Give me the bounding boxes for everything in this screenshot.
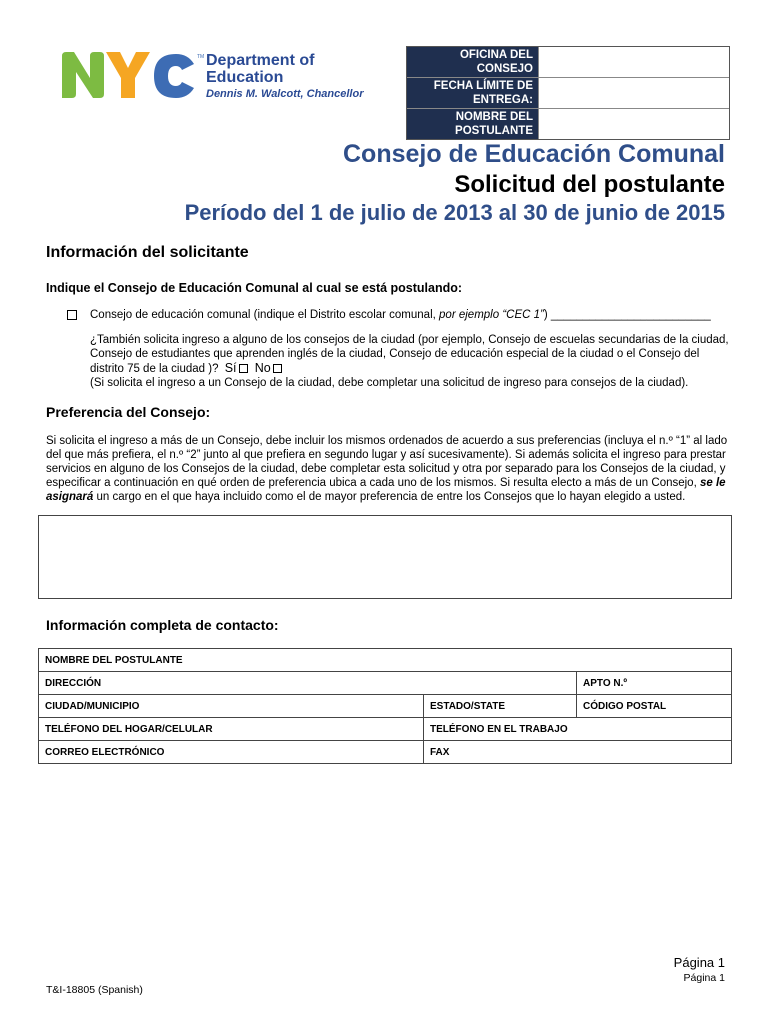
office-label: FECHA LÍMITE DE ENTREGA: — [407, 78, 538, 108]
cec-checkbox[interactable] — [67, 310, 77, 320]
office-row-deadline — [407, 78, 729, 109]
apt-cell[interactable]: APTO N.º — [577, 672, 732, 695]
cec-option-blank: ) _________________________ — [543, 309, 711, 321]
preference-input-box[interactable] — [38, 515, 732, 599]
preference-emphasis-1: se le — [699, 477, 726, 489]
page-number-large: Página 1 — [673, 955, 725, 970]
fax-cell[interactable]: FAX — [424, 741, 732, 764]
period-heading: Período del 1 de julio de 2013 al 30 de junio de 2015 — [184, 200, 725, 225]
logo-letter-n — [62, 52, 104, 98]
logo-chancellor: Dennis M. Walcott, Chancellor — [206, 88, 364, 100]
preference-text-line2: del que más prefiera, el n.º “2” junto al que prefiera en segundo lugar y así sucesivamente). Si además solicita el ingreso para prestar — [46, 449, 726, 461]
cec-option-example: por ejemplo “CEC 1” — [439, 309, 544, 321]
page-subtitle: Solicitud del postulante — [454, 171, 725, 198]
contact-table — [38, 648, 732, 764]
work-phone-cell[interactable]: TELÉFONO EN EL TRABAJO — [424, 718, 732, 741]
applicant-info-heading: Información del solicitante — [46, 244, 249, 261]
home-phone-cell[interactable]: TELÉFONO DEL HOGAR/CELULAR — [39, 718, 424, 741]
office-label: NOMBRE DEL POSTULANTE — [407, 109, 538, 139]
svg-text:TM: TM — [197, 54, 205, 60]
email-cell[interactable]: CORREO ELECTRÓNICO — [39, 741, 424, 764]
logo-letter-y — [106, 52, 150, 98]
preference-text-line5 — [46, 490, 685, 504]
preference-text-line4 — [46, 476, 726, 490]
logo-text — [206, 52, 364, 100]
office-info-box — [406, 46, 730, 140]
cec-option-text — [90, 308, 711, 322]
citywide-question-line1: ¿También solicita ingreso a alguno de los consejos de la ciudad (por ejemplo, Consejo de escuelas secundarias de la ciudad, — [90, 334, 729, 346]
preference-text-line5b: un cargo en el que haya incluido como el de mayor preferencia de entre los Consejos que lo hayan elegido a usted. — [93, 491, 686, 503]
state-cell[interactable]: ESTADO/STATE — [424, 695, 577, 718]
table-row — [39, 718, 732, 741]
logo-letter-c — [154, 54, 194, 98]
preference-text-line3: servicios en alguno de los Consejos de la ciudad, debe completar esta solicitud y otra por separado para los Consejos de la ciudad, y — [46, 463, 726, 475]
table-row — [39, 672, 732, 695]
citywide-question-line3 — [90, 361, 282, 376]
contact-heading: Información completa de contacto: — [46, 617, 279, 633]
yes-checkbox[interactable] — [239, 364, 248, 373]
office-council-field[interactable] — [538, 47, 729, 77]
address-cell[interactable]: DIRECCIÓN — [39, 672, 577, 695]
table-row — [39, 649, 732, 672]
office-row-applicant — [407, 109, 729, 139]
zip-cell[interactable]: CÓDIGO POSTAL — [577, 695, 732, 718]
page-number-small: Página 1 — [683, 972, 725, 984]
table-row — [39, 741, 732, 764]
logo-dept-line2: Education — [206, 69, 284, 86]
no-label: No — [254, 361, 271, 375]
preference-text-line4a: especificar a continuación en qué orden de preferencia ubica a cada uno de los mismos. Si resulta electo a más de un Consejo, — [46, 477, 700, 489]
preference-text-line1: Si solicita el ingreso a más de un Consejo, debe incluir los mismos ordenados de acuerdo a sus preferencias (incluya el n.º “1” al lado — [46, 435, 728, 447]
citywide-question-end: distrito 75 de la ciudad )? — [90, 363, 219, 375]
preference-heading: Preferencia del Consejo: — [46, 404, 211, 420]
cec-option-label: Consejo de educación comunal (indique el Distrito escolar comunal, — [90, 309, 440, 321]
council-instruction: Indique el Consejo de Educación Comunal al cual se está postulando: — [46, 281, 463, 295]
preference-emphasis-2: asignará — [46, 491, 94, 503]
office-row-council — [407, 47, 729, 78]
name-cell[interactable]: NOMBRE DEL POSTULANTE — [39, 649, 732, 672]
table-row — [39, 695, 732, 718]
citywide-note: (Si solicita el ingreso a un Consejo de la ciudad, debe completar una solicitud de ingreso para consejos de la ciudad). — [90, 377, 689, 389]
logo-dept-line1: Department of — [206, 52, 315, 69]
office-label: OFICINA DEL CONSEJO — [407, 47, 538, 77]
page-title: Consejo de Educación Comunal — [343, 140, 725, 168]
no-checkbox[interactable] — [273, 364, 282, 373]
form-id: T&I-18805 (Spanish) — [46, 984, 143, 996]
city-cell[interactable]: CIUDAD/MUNICIPIO — [39, 695, 424, 718]
citywide-question-line2: Consejo de estudiantes que aprenden inglés de la ciudad, Consejo de educación especial de la ciudad o el Consejo del — [90, 348, 700, 360]
yes-label: Sí — [224, 361, 237, 375]
deadline-field[interactable] — [538, 78, 729, 108]
applicant-name-field[interactable] — [538, 109, 729, 139]
